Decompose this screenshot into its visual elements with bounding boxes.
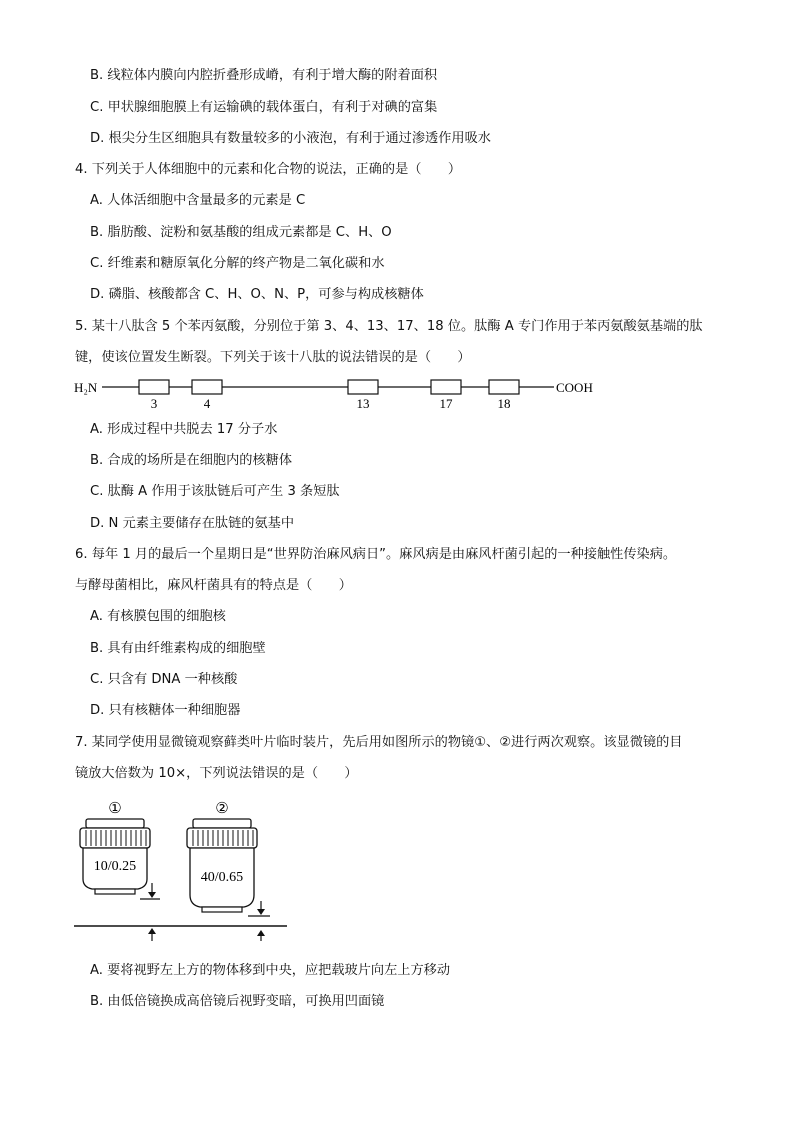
q5-option-d: D. N 元素主要储存在肽链的氨基中 xyxy=(90,516,295,531)
q3-option-b: B. 线粒体内膜向内腔折叠形成嵴，有利于增大酶的附着面积 xyxy=(90,68,438,83)
lens-1-mark: ① xyxy=(108,799,122,817)
objective-lens-diagram xyxy=(70,795,295,950)
lens-1-label: 10/0.25 xyxy=(93,859,137,874)
q5-option-a: A. 形成过程中共脱去 17 分子水 xyxy=(90,422,278,437)
q6-stem-line1: 6. 每年 1 月的最后一个星期日是“世界防治麻风病日”。麻风病是由麻风杆菌引起的一种接触性传染病。 xyxy=(75,547,677,562)
objective-lens-1 xyxy=(80,799,160,941)
position-label: 3 xyxy=(150,396,158,411)
q6-option-a: A. 有核膜包围的细胞核 xyxy=(90,609,226,624)
q5-option-c: C. 肽酶 A 作用于该肽链后可产生 3 条短肽 xyxy=(90,484,340,499)
peptide-chain-diagram xyxy=(70,374,615,414)
q4-option-b: B. 脂肪酸、淀粉和氨基酸的组成元素都是 C、H、O xyxy=(90,225,392,240)
residue-box-13 xyxy=(348,380,378,394)
q7-option-a: A. 要将视野左上方的物体移到中央，应把载玻片向左上方移动 xyxy=(90,963,451,978)
residue-box-4 xyxy=(192,380,222,394)
q7-option-b: B. 由低倍镜换成高倍镜后视野变暗，可换用凹面镜 xyxy=(90,994,385,1009)
lens-2-label: 40/0.65 xyxy=(200,870,244,885)
lens-2-mark: ② xyxy=(215,799,229,817)
chain-c-terminus: COOH xyxy=(556,380,593,395)
residue-box-17 xyxy=(431,380,461,394)
q3-option-d: D. 根尖分生区细胞具有数量较多的小液泡，有利于通过渗透作用吸水 xyxy=(90,131,491,146)
q4-option-d: D. 磷脂、核酸都含 C、H、O、N、P，可参与构成核糖体 xyxy=(90,287,424,302)
chain-n-terminus: H₂N xyxy=(74,380,98,395)
q5-option-b: B. 合成的场所是在细胞内的核糖体 xyxy=(90,453,293,468)
q6-option-c: C. 只含有 DNA 一种核酸 xyxy=(90,672,238,687)
residue-box-18 xyxy=(489,380,519,394)
q6-option-b: B. 具有由纤维素构成的细胞壁 xyxy=(90,641,266,656)
q3-option-c: C. 甲状腺细胞膜上有运输碘的载体蛋白，有利于对碘的富集 xyxy=(90,100,438,115)
objective-lens-2 xyxy=(187,799,270,941)
position-label: 4 xyxy=(203,396,211,411)
q5-stem-line2: 键，使该位置发生断裂。下列关于该十八肽的说法错误的是（ ） xyxy=(75,350,471,365)
q6-option-d: D. 只有核糖体一种细胞器 xyxy=(90,703,241,718)
position-label: 13 xyxy=(356,396,370,411)
q4-option-a: A. 人体活细胞中含量最多的元素是 C xyxy=(90,193,306,208)
q6-stem-line2: 与酵母菌相比，麻风杆菌具有的特点是（ ） xyxy=(75,578,352,593)
q7-stem-line2: 镜放大倍数为 10×，下列说法错误的是（ ） xyxy=(75,766,358,781)
position-label: 18 xyxy=(497,396,511,411)
q4-option-c: C. 纤维素和糖原氧化分解的终产物是二氧化碳和水 xyxy=(90,256,385,271)
q4-stem: 4. 下列关于人体细胞中的元素和化合物的说法，正确的是（ ） xyxy=(75,162,462,177)
position-label: 17 xyxy=(439,396,453,411)
q7-stem-line1: 7. 某同学使用显微镜观察藓类叶片临时装片，先后用如图所示的物镜①、②进行两次观察。该显微镜的目 xyxy=(75,735,683,750)
residue-box-3 xyxy=(139,380,169,394)
q5-stem-line1: 5. 某十八肽含 5 个苯丙氨酸，分别位于第 3、4、13、17、18 位。肽酶 A 专门作用于苯丙氨酸氨基端的肽 xyxy=(75,319,703,334)
